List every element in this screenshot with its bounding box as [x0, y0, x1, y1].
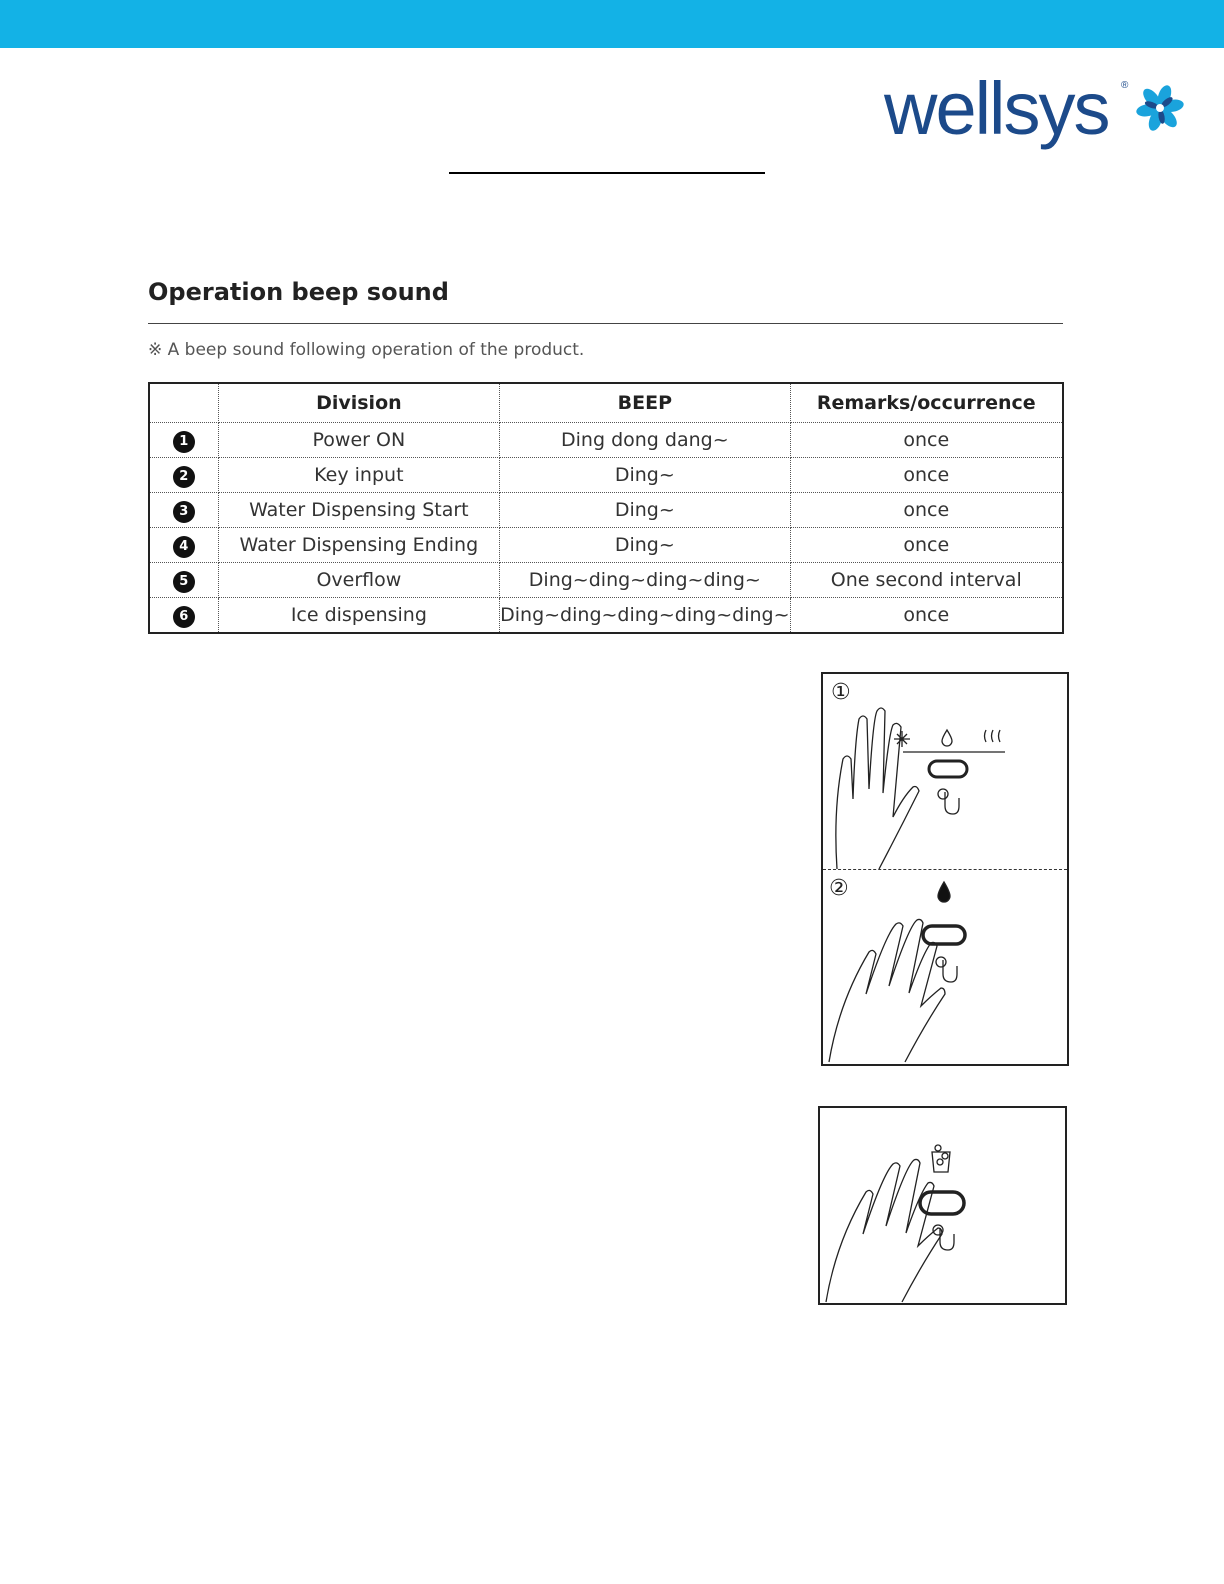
table-row: [149, 493, 1063, 528]
hand-press-ice-icon: [820, 1108, 1065, 1303]
table-row: [149, 458, 1063, 493]
hand-press-power-icon: [823, 674, 1067, 869]
header-remarks: Remarks/occurrence: [790, 383, 1063, 423]
title-underline: [449, 172, 765, 174]
section-note: ※ A beep sound following operation of the product.: [148, 340, 585, 360]
row-number-cell: [149, 458, 218, 493]
row-number-cell: [149, 598, 218, 634]
header-number: [149, 383, 218, 423]
pinwheel-logo-icon: [1134, 82, 1186, 134]
panel-2-label: ②: [829, 876, 849, 901]
table-row: [149, 528, 1063, 563]
beep-cell: Ding~: [500, 458, 790, 493]
table-row: [149, 423, 1063, 458]
remarks-cell: once: [790, 598, 1063, 634]
beep-cell: Ding~: [500, 493, 790, 528]
beep-sound-table: [148, 382, 1064, 634]
beep-cell: Ding~ding~ding~ding~: [500, 563, 790, 598]
beep-cell: Ding~: [500, 528, 790, 563]
number-badge: 1: [173, 431, 195, 453]
row-number-cell: [149, 493, 218, 528]
division-cell: Key input: [218, 458, 500, 493]
remarks-cell: once: [790, 423, 1063, 458]
section-title: Operation beep sound: [148, 278, 449, 306]
section-divider: [148, 323, 1063, 324]
remarks-cell: One second interval: [790, 563, 1063, 598]
number-badge: 4: [173, 536, 195, 558]
remarks-cell: once: [790, 493, 1063, 528]
row-number-cell: [149, 423, 218, 458]
table-header-row: [149, 383, 1063, 423]
number-badge: 6: [173, 606, 195, 628]
row-number-cell: [149, 528, 218, 563]
number-badge: 3: [173, 501, 195, 523]
power-and-water-illustration: [821, 672, 1069, 1066]
beep-cell: Ding dong dang~: [500, 423, 790, 458]
division-cell: Water Dispensing Ending: [218, 528, 500, 563]
beep-cell: Ding~ding~ding~ding~ding~: [500, 598, 790, 634]
hand-press-water-icon: [823, 870, 1067, 1064]
wellsys-logo: [884, 66, 1194, 158]
registered-mark: ®: [1121, 80, 1129, 91]
top-accent-bar: [0, 0, 1224, 48]
table-row: [149, 563, 1063, 598]
ice-dispense-illustration: [818, 1106, 1067, 1305]
header-division: Division: [218, 383, 500, 423]
logo-wordmark: wellsys: [884, 67, 1109, 150]
number-badge: 2: [173, 466, 195, 488]
division-cell: Overflow: [218, 563, 500, 598]
remarks-cell: once: [790, 458, 1063, 493]
header-beep: BEEP: [500, 383, 790, 423]
remarks-cell: once: [790, 528, 1063, 563]
division-cell: Power ON: [218, 423, 500, 458]
panel-1-label: ①: [831, 680, 851, 705]
division-cell: Ice dispensing: [218, 598, 500, 634]
row-number-cell: [149, 563, 218, 598]
division-cell: Water Dispensing Start: [218, 493, 500, 528]
table-row: [149, 598, 1063, 634]
number-badge: 5: [173, 571, 195, 593]
